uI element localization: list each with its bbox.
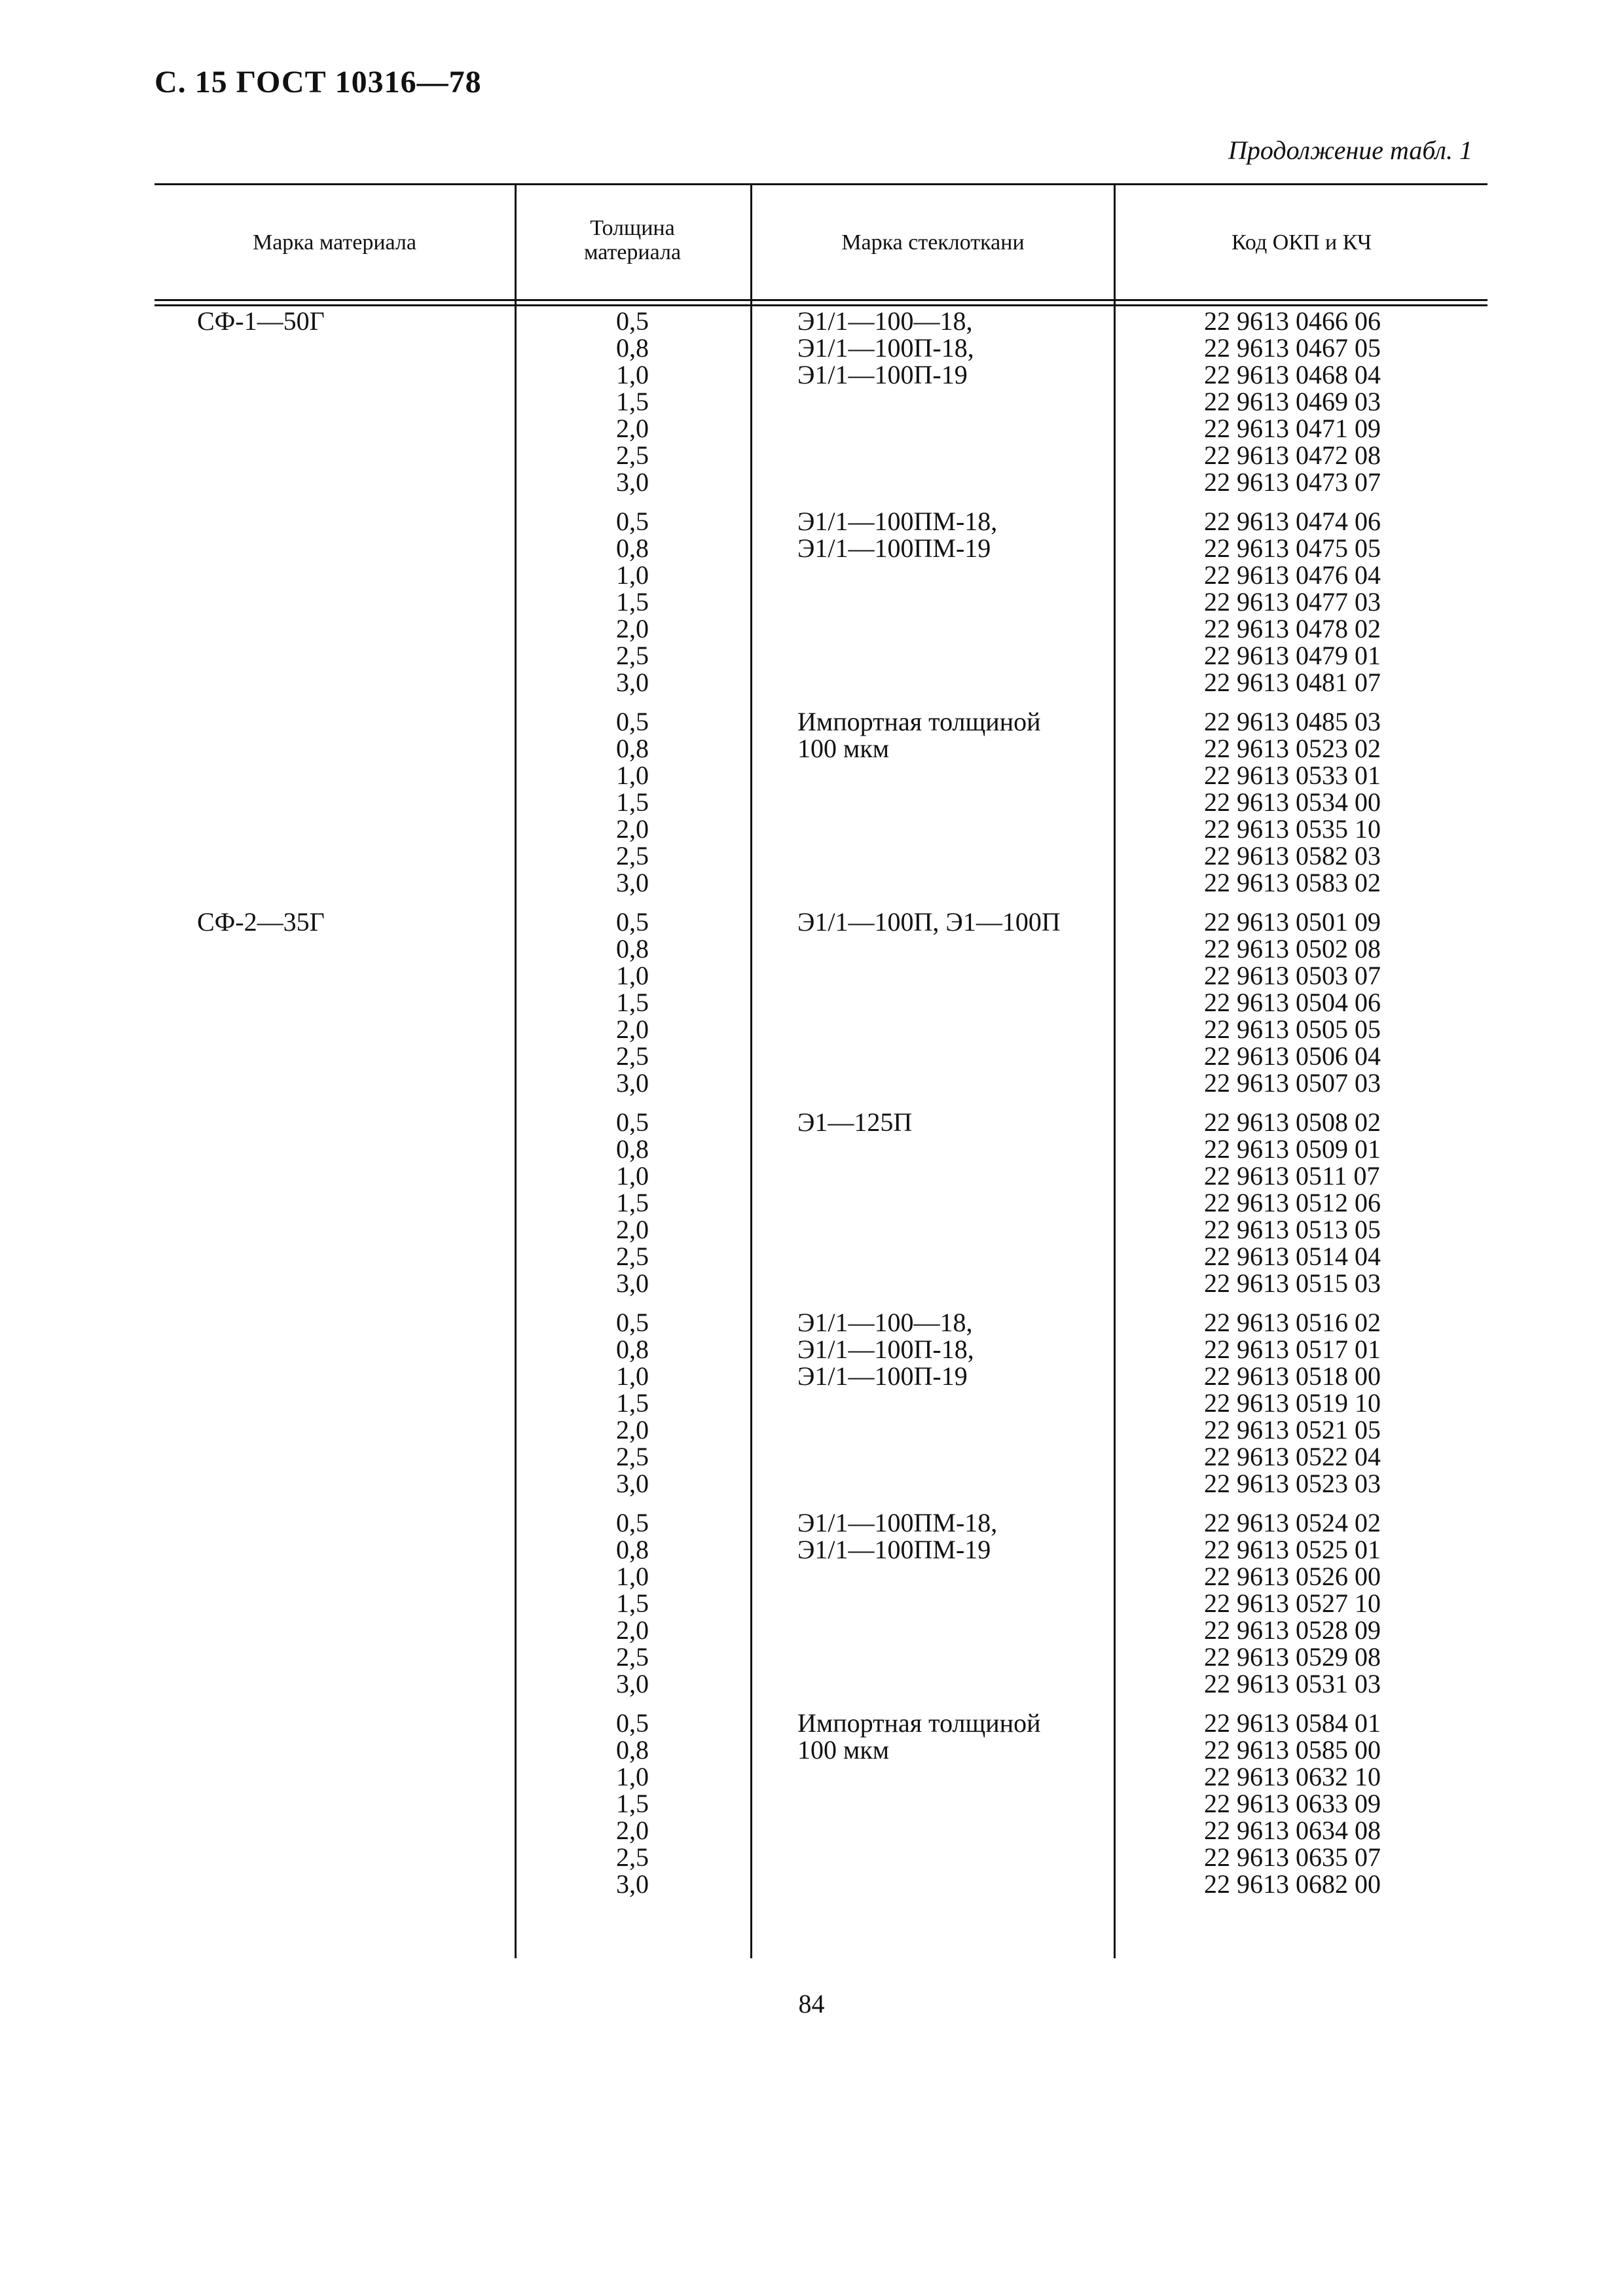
thickness-cell-line: 0,5 xyxy=(616,1107,649,1137)
thickness-cell-line: 2,5 xyxy=(616,1842,649,1872)
table-row-group xyxy=(155,1309,1487,1497)
okp-code-cell xyxy=(1114,908,1487,1096)
okp-code-cell-line: 22 9613 0523 02 xyxy=(1204,734,1381,763)
thickness-cell-line: 2,0 xyxy=(616,1816,649,1845)
thickness-cell-line: 1,0 xyxy=(616,560,649,590)
column-header-okp-code: Код ОКП и КЧ xyxy=(1231,230,1372,255)
okp-code-cell-line: 22 9613 0526 00 xyxy=(1204,1562,1381,1591)
thickness-cell-line: 2,0 xyxy=(616,414,649,443)
thickness-cell xyxy=(515,1509,750,1697)
column-header-material: Марка материала xyxy=(252,230,416,255)
okp-code-cell-line: 22 9613 0519 10 xyxy=(1204,1388,1381,1418)
thickness-cell-line: 0,5 xyxy=(616,306,649,336)
table-top-rule xyxy=(155,183,1487,185)
fabric-cell-line: Э1/1—100П-19 xyxy=(797,1361,968,1391)
thickness-cell xyxy=(515,708,750,896)
thickness-cell-line: 0,8 xyxy=(616,333,649,363)
fabric-cell xyxy=(750,1509,1114,1697)
fabric-cell xyxy=(750,1309,1114,1497)
okp-code-cell xyxy=(1114,1509,1487,1697)
okp-code-cell-line: 22 9613 0478 02 xyxy=(1204,614,1381,643)
table-row-group xyxy=(155,1710,1487,1897)
table-body xyxy=(155,308,1487,1897)
okp-code-cell-line: 22 9613 0521 05 xyxy=(1204,1415,1381,1444)
thickness-cell-line: 2,5 xyxy=(616,440,649,470)
thickness-cell xyxy=(515,1309,750,1497)
okp-code-cell-line: 22 9613 0535 10 xyxy=(1204,814,1381,844)
material-mark-cell xyxy=(155,508,515,696)
thickness-cell-line: 1,5 xyxy=(616,1388,649,1418)
thickness-cell-line: 1,5 xyxy=(616,387,649,416)
thickness-cell xyxy=(515,908,750,1096)
thickness-cell-line: 3,0 xyxy=(616,1869,649,1899)
thickness-cell-line: 1,0 xyxy=(616,360,649,389)
thickness-cell-line: 1,5 xyxy=(616,988,649,1017)
table-row-group xyxy=(155,708,1487,896)
fabric-cell xyxy=(750,1109,1114,1297)
material-mark-cell xyxy=(155,1509,515,1697)
material-mark-cell: СФ-2—35Г xyxy=(197,907,325,937)
thickness-cell xyxy=(515,308,750,495)
thickness-cell-line: 0,8 xyxy=(616,734,649,763)
fabric-cell-line: 100 мкм xyxy=(797,1735,890,1765)
okp-code-cell-line: 22 9613 0469 03 xyxy=(1204,387,1381,416)
thickness-cell xyxy=(515,508,750,696)
okp-code-cell-line: 22 9613 0515 03 xyxy=(1204,1268,1381,1298)
thickness-cell-line: 1,0 xyxy=(616,1161,649,1191)
thickness-cell-line: 0,5 xyxy=(616,707,649,736)
okp-code-cell-line: 22 9613 0529 08 xyxy=(1204,1642,1381,1672)
fabric-cell-line: Импортная толщиной xyxy=(797,1708,1041,1738)
okp-code-cell xyxy=(1114,1109,1487,1297)
fabric-cell-line: Э1/1—100П, Э1—100П xyxy=(797,907,1061,937)
okp-code-cell-line: 22 9613 0531 03 xyxy=(1204,1669,1381,1698)
okp-code-cell-line: 22 9613 0525 01 xyxy=(1204,1535,1381,1564)
okp-code-cell-line: 22 9613 0472 08 xyxy=(1204,440,1381,470)
okp-code-cell-line: 22 9613 0504 06 xyxy=(1204,988,1381,1017)
okp-code-cell-line: 22 9613 0479 01 xyxy=(1204,641,1381,670)
okp-code-cell xyxy=(1114,708,1487,896)
thickness-cell-line: 0,8 xyxy=(616,1535,649,1564)
thickness-cell-line: 0,5 xyxy=(616,507,649,536)
thickness-cell-line: 2,0 xyxy=(616,814,649,844)
okp-code-cell-line: 22 9613 0485 03 xyxy=(1204,707,1381,736)
thickness-cell-line: 3,0 xyxy=(616,467,649,497)
okp-code-cell-line: 22 9613 0512 06 xyxy=(1204,1188,1381,1217)
okp-code-cell-line: 22 9613 0524 02 xyxy=(1204,1508,1381,1537)
fabric-cell xyxy=(750,508,1114,696)
okp-code-cell-line: 22 9613 0527 10 xyxy=(1204,1588,1381,1618)
okp-code-cell-line: 22 9613 0583 02 xyxy=(1204,868,1381,897)
okp-code-cell-line: 22 9613 0584 01 xyxy=(1204,1708,1381,1738)
thickness-cell xyxy=(515,1109,750,1297)
thickness-cell-line: 0,8 xyxy=(616,1735,649,1765)
thickness-cell-line: 1,5 xyxy=(616,1789,649,1818)
okp-code-cell-line: 22 9613 0471 09 xyxy=(1204,414,1381,443)
thickness-cell-line: 3,0 xyxy=(616,1669,649,1698)
fabric-cell-line: Э1/1—100ПМ-18, xyxy=(797,1508,998,1537)
thickness-cell-line: 3,0 xyxy=(616,1068,649,1098)
thickness-cell-line: 0,8 xyxy=(616,533,649,563)
okp-code-cell-line: 22 9613 0682 00 xyxy=(1204,1869,1381,1899)
okp-code-cell-line: 22 9613 0514 04 xyxy=(1204,1242,1381,1271)
thickness-cell-line: 0,8 xyxy=(616,1134,649,1164)
fabric-cell-line: Импортная толщиной xyxy=(797,707,1041,736)
thickness-cell-line: 0,5 xyxy=(616,1308,649,1337)
thickness-cell-line: 1,0 xyxy=(616,1361,649,1391)
okp-code-cell-line: 22 9613 0503 07 xyxy=(1204,961,1381,990)
okp-code-cell xyxy=(1114,1710,1487,1897)
fabric-cell-line: Э1/1—100ПМ-18, xyxy=(797,507,998,536)
fabric-cell xyxy=(750,1710,1114,1897)
fabric-cell-line: Э1/1—100ПМ-19 xyxy=(797,533,991,563)
thickness-cell-line: 0,8 xyxy=(616,1335,649,1364)
thickness-cell-line: 2,0 xyxy=(616,1615,649,1645)
okp-code-cell-line: 22 9613 0533 01 xyxy=(1204,761,1381,790)
okp-code-cell-line: 22 9613 0534 00 xyxy=(1204,787,1381,817)
okp-code-cell-line: 22 9613 0522 04 xyxy=(1204,1442,1381,1471)
fabric-cell-line: Э1/1—100—18, xyxy=(797,306,973,336)
okp-code-cell-line: 22 9613 0502 08 xyxy=(1204,934,1381,963)
thickness-cell-line: 1,0 xyxy=(616,1762,649,1791)
fabric-cell-line: Э1/1—100П-18, xyxy=(797,1335,974,1364)
column-header-fabric: Марка стеклоткани xyxy=(841,230,1025,255)
table-row-group xyxy=(155,908,1487,1096)
okp-code-cell-line: 22 9613 0632 10 xyxy=(1204,1762,1381,1791)
okp-code-cell-line: 22 9613 0477 03 xyxy=(1204,587,1381,617)
thickness-cell-line: 2,0 xyxy=(616,1215,649,1244)
thickness-cell-line: 2,0 xyxy=(616,1415,649,1444)
fabric-cell-line: Э1/1—100П-19 xyxy=(797,360,968,389)
okp-code-cell-line: 22 9613 0513 05 xyxy=(1204,1215,1381,1244)
thickness-cell-line: 2,0 xyxy=(616,1014,649,1044)
fabric-cell-line: Э1/1—100ПМ-19 xyxy=(797,1535,991,1564)
okp-code-cell-line: 22 9613 0528 09 xyxy=(1204,1615,1381,1645)
fabric-cell-line: 100 мкм xyxy=(797,734,890,763)
material-mark-cell: СФ-1—50Г xyxy=(197,306,325,336)
material-mark-cell xyxy=(155,1309,515,1497)
thickness-cell-line: 1,5 xyxy=(616,1588,649,1618)
thickness-cell xyxy=(515,1710,750,1897)
okp-code-cell-line: 22 9613 0506 04 xyxy=(1204,1041,1381,1071)
thickness-cell-line: 0,5 xyxy=(616,907,649,937)
okp-code-cell-line: 22 9613 0467 05 xyxy=(1204,333,1381,363)
okp-code-cell-line: 22 9613 0505 05 xyxy=(1204,1014,1381,1044)
thickness-cell-line: 2,5 xyxy=(616,841,649,870)
thickness-cell-line: 3,0 xyxy=(616,868,649,897)
okp-code-cell-line: 22 9613 0474 06 xyxy=(1204,507,1381,536)
thickness-cell-line: 0,5 xyxy=(616,1508,649,1537)
okp-code-cell-line: 22 9613 0511 07 xyxy=(1204,1161,1380,1191)
page-number: 84 xyxy=(798,1989,825,2018)
fabric-cell xyxy=(750,708,1114,896)
column-header-thickness: Толщина материала xyxy=(583,216,682,265)
okp-code-cell-line: 22 9613 0466 06 xyxy=(1204,306,1381,336)
fabric-cell-line: Э1/1—100—18, xyxy=(797,1308,973,1337)
okp-code-cell-line: 22 9613 0476 04 xyxy=(1204,560,1381,590)
table-row-group xyxy=(155,1109,1487,1297)
okp-code-cell-line: 22 9613 0508 02 xyxy=(1204,1107,1381,1137)
okp-code-cell-line: 22 9613 0523 03 xyxy=(1204,1469,1381,1498)
material-mark-cell xyxy=(155,708,515,896)
okp-code-cell-line: 22 9613 0468 04 xyxy=(1204,360,1381,389)
table-row-group xyxy=(155,1509,1487,1697)
fabric-cell xyxy=(750,908,1114,1096)
fabric-cell-line: Э1/1—100П-18, xyxy=(797,333,974,363)
okp-code-cell-line: 22 9613 0509 01 xyxy=(1204,1134,1381,1164)
okp-code-cell-line: 22 9613 0585 00 xyxy=(1204,1735,1381,1765)
thickness-cell-line: 1,5 xyxy=(616,787,649,817)
thickness-cell-line: 1,5 xyxy=(616,587,649,617)
thickness-cell-line: 1,5 xyxy=(616,1188,649,1217)
thickness-cell-line: 0,8 xyxy=(616,934,649,963)
document-header: С. 15 ГОСТ 10316—78 xyxy=(155,65,482,99)
table-header-rule-1 xyxy=(155,299,1487,301)
thickness-cell-line: 3,0 xyxy=(616,1268,649,1298)
fabric-cell-line: Э1—125П xyxy=(797,1107,913,1137)
okp-code-cell-line: 22 9613 0582 03 xyxy=(1204,841,1381,870)
thickness-cell-line: 2,5 xyxy=(616,1041,649,1071)
material-mark-cell xyxy=(155,1710,515,1897)
thickness-cell-line: 1,0 xyxy=(616,961,649,990)
thickness-cell-line: 0,5 xyxy=(616,1708,649,1738)
okp-code-cell-line: 22 9613 0633 09 xyxy=(1204,1789,1381,1818)
fabric-cell xyxy=(750,308,1114,495)
thickness-cell-line: 2,5 xyxy=(616,641,649,670)
okp-code-cell-line: 22 9613 0634 08 xyxy=(1204,1816,1381,1845)
thickness-cell-line: 2,5 xyxy=(616,1642,649,1672)
thickness-cell-line: 1,0 xyxy=(616,1562,649,1591)
okp-code-cell xyxy=(1114,1309,1487,1497)
okp-code-cell-line: 22 9613 0518 00 xyxy=(1204,1361,1381,1391)
okp-code-cell-line: 22 9613 0481 07 xyxy=(1204,668,1381,697)
okp-code-cell-line: 22 9613 0507 03 xyxy=(1204,1068,1381,1098)
okp-code-cell-line: 22 9613 0516 02 xyxy=(1204,1308,1381,1337)
thickness-cell-line: 1,0 xyxy=(616,761,649,790)
thickness-cell-line: 3,0 xyxy=(616,1469,649,1498)
thickness-cell-line: 3,0 xyxy=(616,668,649,697)
okp-code-cell xyxy=(1114,508,1487,696)
table-row-group xyxy=(155,308,1487,495)
thickness-cell-line: 2,5 xyxy=(616,1242,649,1271)
okp-code-cell-line: 22 9613 0517 01 xyxy=(1204,1335,1381,1364)
okp-code-cell-line: 22 9613 0635 07 xyxy=(1204,1842,1381,1872)
okp-code-cell-line: 22 9613 0475 05 xyxy=(1204,533,1381,563)
okp-code-cell xyxy=(1114,308,1487,495)
table-row-group xyxy=(155,508,1487,696)
okp-code-cell-line: 22 9613 0473 07 xyxy=(1204,467,1381,497)
thickness-cell-line: 2,5 xyxy=(616,1442,649,1471)
table-continuation-label: Продолжение табл. 1 xyxy=(1228,135,1472,165)
okp-code-cell-line: 22 9613 0501 09 xyxy=(1204,907,1381,937)
thickness-cell-line: 2,0 xyxy=(616,614,649,643)
material-mark-cell xyxy=(155,1109,515,1297)
